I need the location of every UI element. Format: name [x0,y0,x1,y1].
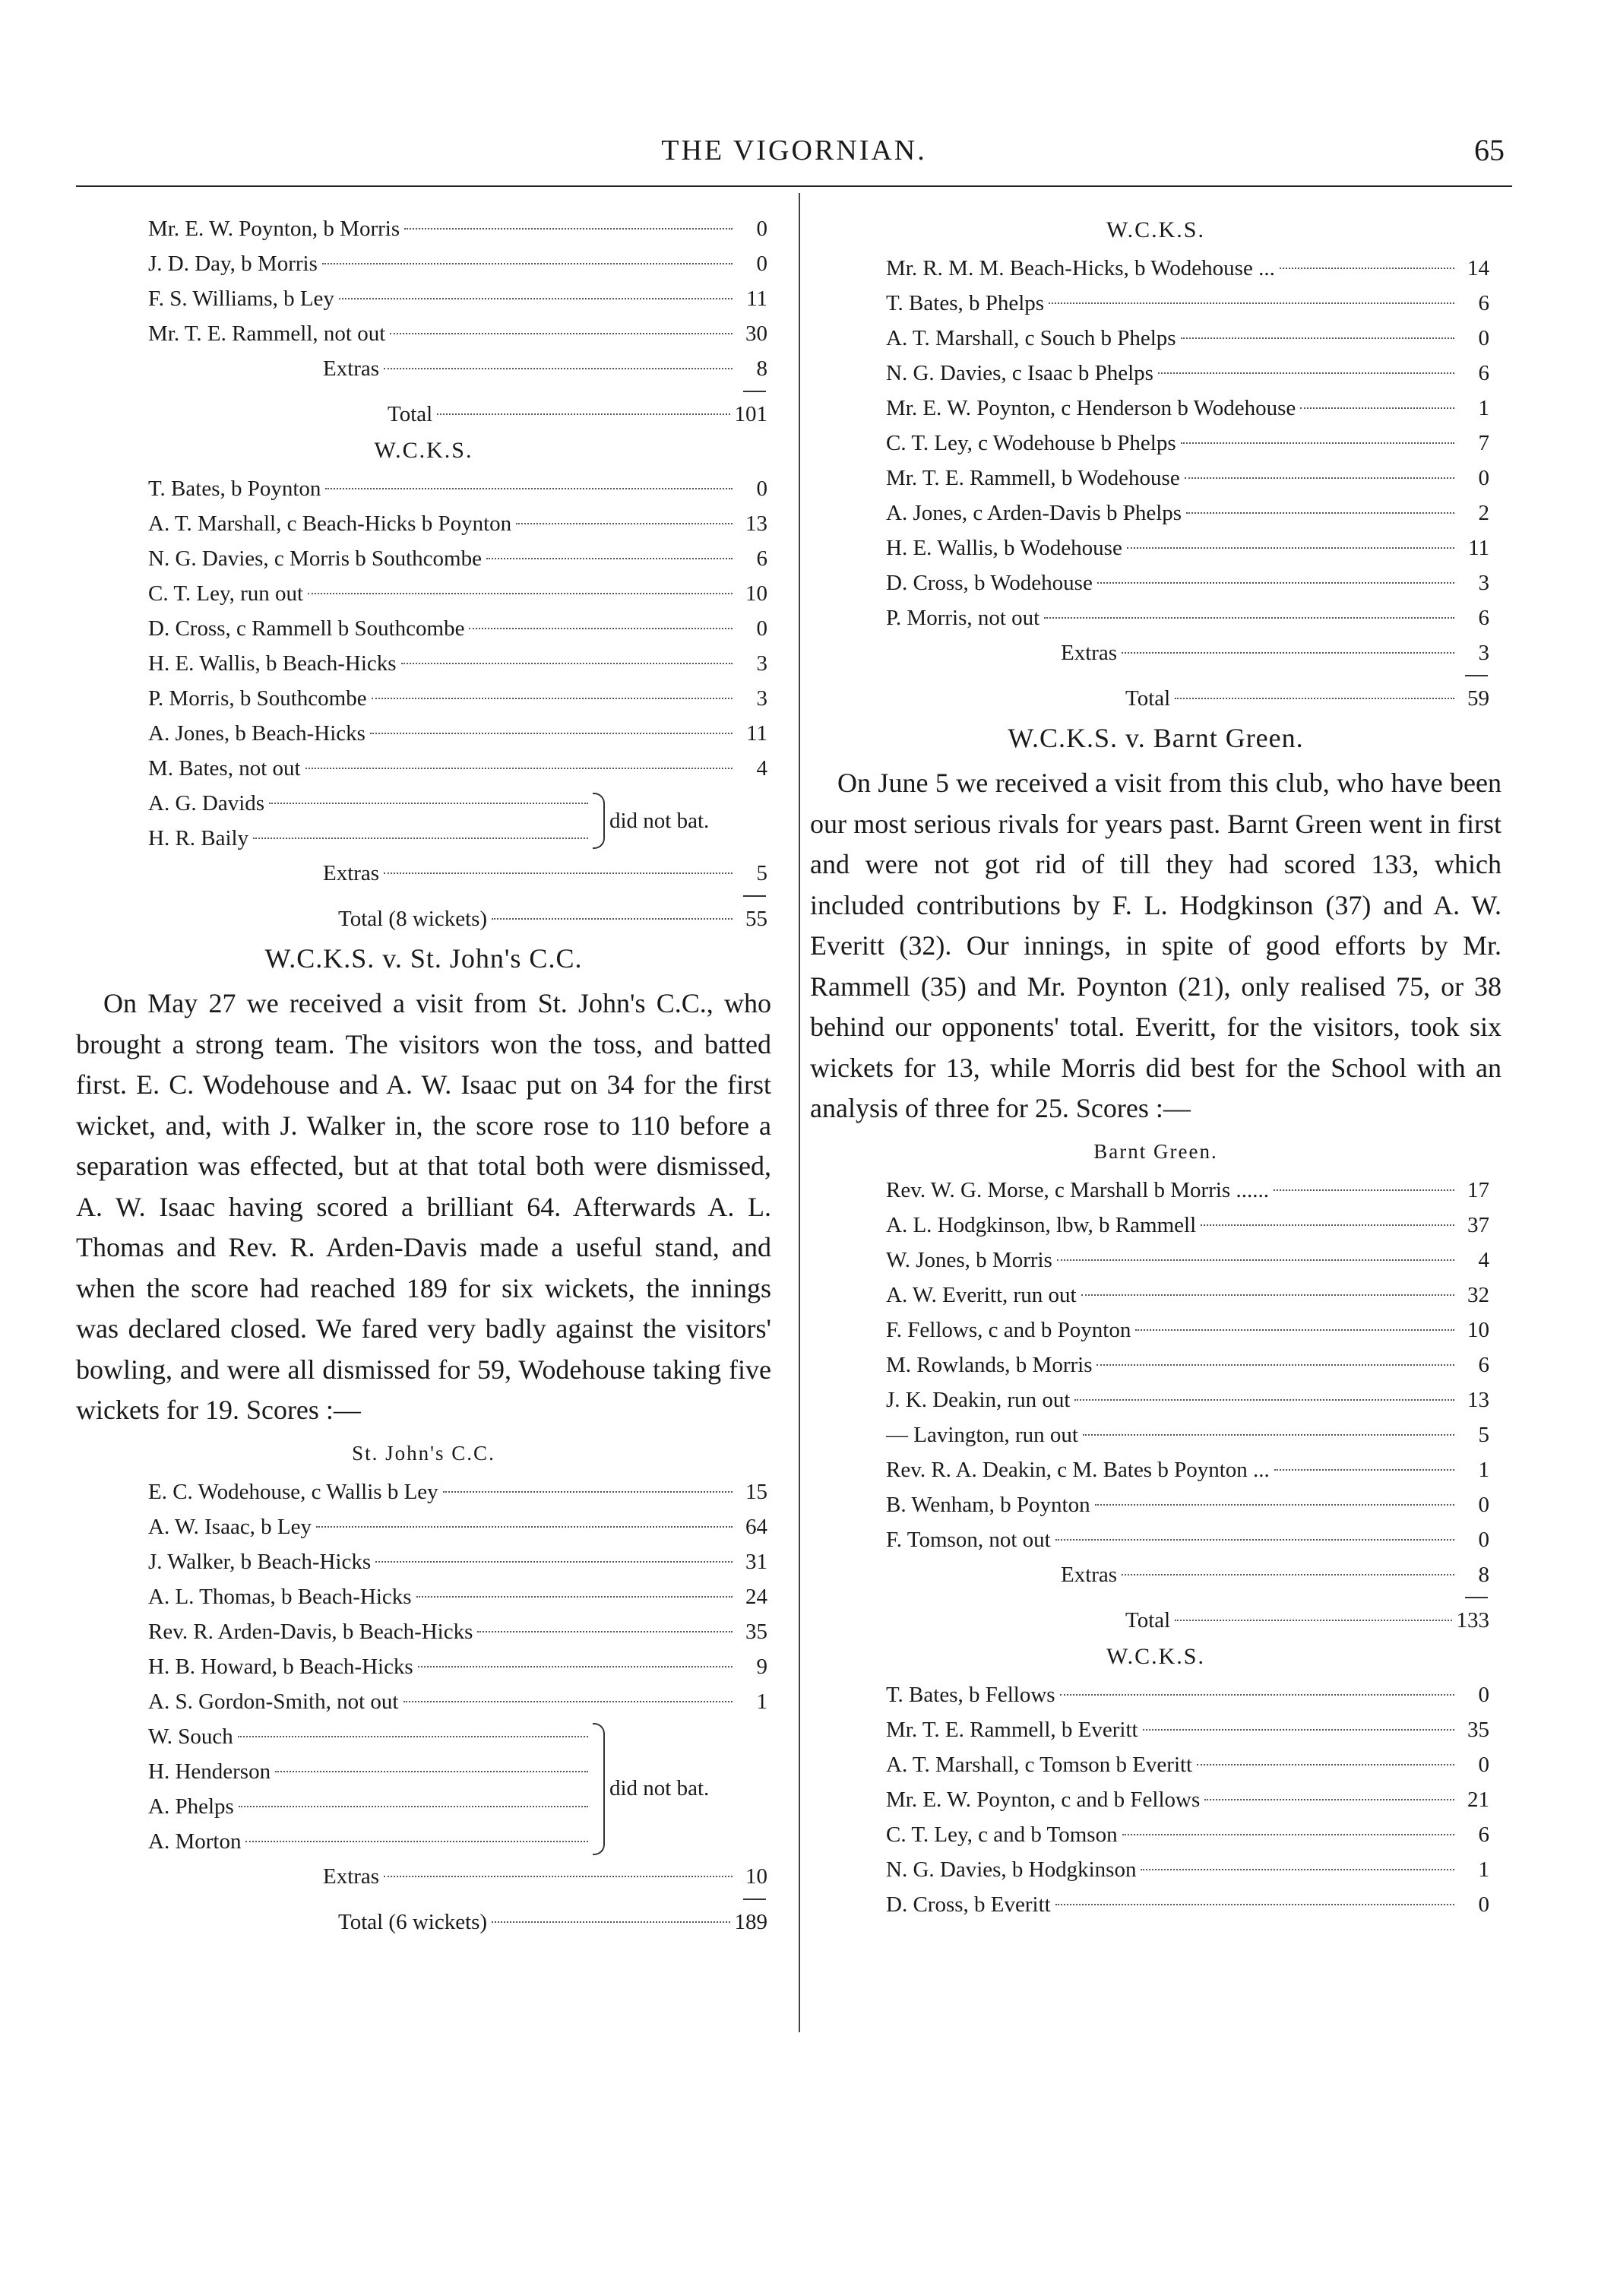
leader-dots [253,838,588,839]
leader-dots [1143,1729,1454,1731]
runs: 3 [756,686,767,711]
team-heading: W.C.K.S. [374,438,473,463]
runs: 0 [1478,1682,1489,1707]
score-row [886,1782,1489,1817]
leader-dots [416,1596,733,1598]
leader-dots [477,1631,733,1633]
batsman-name: F. Fellows, c and b Poynton [886,1317,1131,1342]
leader-dots [308,593,733,594]
scorecard-table [148,471,767,786]
batsman-name: D. Cross, b Wodehouse [886,571,1093,595]
row-label: Total (6 wickets) [338,1909,488,1934]
runs: 0 [756,252,767,276]
row-score: 59 [1467,686,1489,711]
score-row [886,1417,1489,1452]
score-row [886,1173,1489,1208]
team-heading: W.C.K.S. [1106,217,1205,242]
score-row [148,1649,767,1684]
batsman-name: H. E. Wallis, b Wodehouse [886,536,1122,560]
runs: 7 [1478,431,1489,455]
batsman-name: A. S. Gordon-Smith, not out [148,1689,399,1714]
extras-row [886,1557,1489,1592]
leader-dots [1055,1539,1454,1541]
leader-dots [275,1771,588,1772]
did-not-bat-label: did not bat. [609,1776,710,1800]
score-row [886,1747,1489,1782]
leader-dots [1274,1189,1454,1191]
team-heading: Barnt Green. [1093,1139,1218,1163]
batsman-name: J. K. Deakin, run out [886,1387,1071,1412]
runs: 0 [1478,1492,1489,1517]
score-row [886,391,1489,426]
leader-dots [316,1526,733,1528]
leader-dots [1122,652,1454,654]
runs: 13 [745,511,767,536]
runs: 6 [1478,606,1489,630]
runs: 6 [1478,361,1489,385]
did-not-bat [148,1719,767,1859]
scorecard-table [886,1677,1489,1922]
sum-rule [148,891,767,901]
total-row [886,681,1489,716]
score-row [148,1684,767,1719]
leader-dots [384,1876,733,1877]
score-row [148,681,767,716]
leader-dots [403,1701,733,1702]
batsman-name: C. T. Ley, c and b Tomson [886,1822,1118,1847]
score-row [148,716,767,751]
score-row [886,1677,1489,1712]
runs: 0 [1478,326,1489,350]
batsman-name: A. W. Everitt, run out [886,1282,1077,1307]
batsman-name: A. L. Thomas, b Beach-Hicks [148,1584,412,1609]
score-row [886,1243,1489,1278]
score-row [886,600,1489,635]
batsman-name: Mr. T. E. Rammell, not out [148,321,386,346]
leader-dots [1201,1224,1454,1226]
score-row [886,251,1489,286]
leader-dots [418,1666,733,1667]
leader-dots [1186,512,1454,514]
score-row [886,1452,1489,1487]
scorecard-table [148,211,767,351]
did-not-bat-block [148,786,767,936]
match-title: W.C.K.S. v. St. John's C.C. [264,943,583,974]
runs: 37 [1467,1212,1489,1237]
batsman-name: A. L. Hodgkinson, lbw, b Rammell [886,1212,1197,1237]
extras-row [148,1859,767,1894]
leader-dots [1044,617,1454,619]
runs: 0 [756,616,767,641]
row-label: Total [1125,1607,1171,1633]
batsman-name: W. Souch [148,1724,233,1749]
match-report: On May 27 we received a visit from St. John's C.C., who brought a strong team. The visitors won the toss, and batted first. E. C. Wodehouse and A. W. Isaac put on 34 for the first wicket, and, with J. Walker in, the score rose to 110 before a separation was effected, but at that total both were dismissed, A. W. Isaac having scored a brilliant 64. Afterwards A. L. Thomas and Rev. R. Arden-Davis made a useful stand, and when the score had reached 189 for six wickets, the innings was declared closed. We fared very badly against the visitors' bowling, and were all dismissed for 59, Wodehouse taking five wickets for 19. Scores :— [76,988,771,1425]
runs: 15 [745,1479,767,1504]
batsman-name: — Lavington, run out [886,1422,1078,1447]
row-score: 133 [1456,1607,1489,1633]
batsman-name: F. S. Williams, b Ley [148,287,334,311]
score-row [148,541,767,576]
brace [593,793,605,849]
batsman-name: T. Bates, b Fellows [886,1682,1055,1707]
scorecard-table [886,251,1489,635]
row-score: 55 [745,907,767,931]
sum-rule [148,386,767,397]
score-row [886,1887,1489,1922]
runs: 6 [756,546,767,571]
batsman-name: N. G. Davies, b Hodgkinson [886,1857,1137,1882]
left-column [76,211,771,1940]
batsman-name: H. Henderson [148,1759,271,1784]
did-not-bat-row [148,1754,593,1789]
leader-dots [1175,1620,1451,1621]
runs: 10 [745,581,767,606]
did-not-bat-row [148,821,593,856]
leader-dots [239,1806,588,1807]
runs: 14 [1467,256,1489,280]
leader-dots [1204,1799,1454,1800]
did-not-bat-row [148,1789,593,1824]
leader-dots [370,733,733,734]
leader-dots [1280,268,1454,269]
runs: 9 [756,1654,767,1679]
header-rule [76,185,1512,187]
score-row [886,1852,1489,1887]
score-row [148,751,767,786]
runs: 0 [1478,466,1489,490]
batsman-name: C. T. Ley, c Wodehouse b Phelps [886,431,1176,455]
leader-dots [325,488,733,489]
batsman-name: D. Cross, b Everitt [886,1892,1051,1917]
score-row [886,286,1489,321]
batsman-name: A. T. Marshall, c Tomson b Everitt [886,1752,1193,1777]
leader-dots [1057,1259,1454,1261]
leader-dots [305,768,733,769]
score-row [886,1278,1489,1313]
batsman-name: Mr. E. W. Poynton, c Henderson b Wodehouse [886,396,1296,420]
row-score: 10 [745,1864,767,1889]
leader-dots [1060,1694,1454,1696]
batsman-name: M. Rowlands, b Morris [886,1352,1093,1377]
running-title: THE VIGORNIAN. [661,135,927,166]
total-row [886,1603,1489,1638]
did-not-bat-label: did not bat. [609,808,710,833]
did-not-bat [148,786,767,856]
leader-dots [322,263,733,264]
runs: 21 [1467,1787,1489,1812]
leader-dots [339,298,733,299]
leader-dots [1127,547,1454,549]
leader-dots [390,333,733,334]
score-row [148,506,767,541]
batsman-name: W. Jones, b Morris [886,1247,1052,1272]
score-row [148,1474,767,1509]
runs: 6 [1478,1352,1489,1377]
sum-rule [886,670,1489,681]
score-row [148,576,767,611]
score-row [148,646,767,681]
leader-dots [1175,698,1454,699]
batsman-name: M. Bates, not out [148,756,301,781]
match-title: W.C.K.S. v. Barnt Green. [1008,723,1304,753]
score-row [148,611,767,646]
leader-dots [437,413,729,415]
row-score: 101 [734,402,767,426]
runs: 5 [1478,1422,1489,1447]
leader-dots [1122,1834,1454,1835]
batsman-name: Mr. T. E. Rammell, b Wodehouse [886,466,1180,490]
right-column [810,211,1501,1922]
score-row [886,1208,1489,1243]
batsman-name: A. W. Isaac, b Ley [148,1514,312,1539]
leader-dots [486,558,733,559]
total-row [148,1905,767,1940]
batsman-name: Mr. R. M. M. Beach-Hicks, b Wodehouse ... [886,256,1275,280]
leader-dots [1135,1329,1454,1331]
batsman-name: A. G. Davids [148,791,265,815]
runs: 0 [1478,1527,1489,1552]
did-not-bat-row [148,1719,593,1754]
batsman-name: H. R. Baily [148,826,249,850]
score-row [886,565,1489,600]
score-row [148,1509,767,1544]
sum-rule [886,1592,1489,1603]
leader-dots [1274,1469,1454,1471]
score-row [886,1712,1489,1747]
leader-dots [384,368,733,369]
leader-dots [1083,1434,1454,1436]
extras-row [148,856,767,891]
leader-dots [1049,302,1454,304]
leader-dots [1141,1869,1454,1870]
batsman-name: A. T. Marshall, c Beach-Hicks b Poynton [148,511,512,536]
leader-dots [1097,582,1454,584]
batsman-name: H. E. Wallis, b Beach-Hicks [148,651,397,676]
leader-dots [269,803,588,804]
runs: 11 [746,287,767,311]
runs: 11 [746,721,767,746]
row-label: Extras [323,1864,380,1889]
leader-dots [401,663,733,664]
score-row [148,281,767,316]
batsman-name: J. Walker, b Beach-Hicks [148,1549,372,1574]
score-row [148,1579,767,1614]
runs: 6 [1478,1822,1489,1847]
leader-dots [1185,477,1454,479]
score-row [886,1487,1489,1522]
score-row [148,1614,767,1649]
batsman-name: T. Bates, b Poynton [148,477,321,501]
score-row [886,1313,1489,1348]
sum-rule [148,1894,767,1905]
leader-dots [469,628,733,629]
batsman-name: B. Wenham, b Poynton [886,1492,1090,1517]
runs: 1 [1478,396,1489,420]
runs: 11 [1468,536,1489,560]
runs: 17 [1467,1177,1489,1202]
runs: 35 [745,1619,767,1644]
batsman-name: Rev. R. A. Deakin, c M. Bates b Poynton ... [886,1457,1270,1482]
batsman-name: A. Jones, b Beach-Hicks [148,721,365,746]
score-row [886,356,1489,391]
did-not-bat-row [148,1824,593,1859]
leader-dots [1181,442,1454,444]
leader-dots [1096,1364,1454,1366]
runs: 1 [1478,1857,1489,1882]
extras-row [886,635,1489,670]
extras-table [886,1557,1489,1638]
batsman-name: A. Jones, c Arden-Davis b Phelps [886,501,1182,525]
batsman-name: A. T. Marshall, c Souch b Phelps [886,326,1176,350]
leader-dots [372,698,733,699]
runs: 31 [745,1549,767,1574]
extras-table [148,351,767,432]
batsman-name: N. G. Davies, c Morris b Southcombe [148,546,482,571]
leader-dots [1300,407,1454,409]
runs: 13 [1467,1387,1489,1412]
batsman-name: T. Bates, b Phelps [886,291,1045,315]
batsman-name: Mr. E. W. Poynton, b Morris [148,217,400,241]
runs: 4 [756,756,767,781]
score-row [886,426,1489,461]
score-row [886,530,1489,565]
row-label: Total [388,402,433,426]
batsman-name: A. Phelps [148,1794,234,1819]
batsman-name: A. Morton [148,1829,242,1854]
row-score: 3 [1478,641,1489,665]
runs: 0 [756,217,767,241]
column-divider [799,193,800,2032]
row-label: Extras [1061,1562,1118,1587]
score-row [148,1544,767,1579]
team-heading: St. John's C.C. [352,1441,495,1465]
batsman-name: Mr. T. E. Rammell, b Everitt [886,1717,1138,1742]
row-score: 8 [756,356,767,381]
leader-dots [1122,1574,1454,1576]
score-row [886,1348,1489,1382]
leader-dots [492,1921,729,1923]
score-row [886,321,1489,356]
runs: 3 [756,651,767,676]
leader-dots [1055,1904,1454,1905]
row-label: Extras [323,861,380,885]
runs: 64 [745,1514,767,1539]
runs: 10 [1467,1317,1489,1342]
leader-dots [1197,1764,1454,1766]
leader-dots [1095,1504,1454,1506]
leader-dots [516,523,733,524]
running-head [76,131,1512,176]
runs: 30 [745,321,767,346]
score-row [148,471,767,506]
did-not-bat-block [148,1719,767,1940]
scorecard-table [148,1474,767,1719]
runs: 24 [745,1584,767,1609]
runs: 6 [1478,291,1489,315]
batsman-name: Rev. R. Arden-Davis, b Beach-Hicks [148,1619,473,1644]
row-score: 189 [734,1909,767,1934]
leader-dots [238,1736,588,1737]
extras-row [148,351,767,386]
leader-dots [443,1491,733,1493]
batsman-name: P. Morris, not out [886,606,1040,630]
leader-dots [375,1561,733,1563]
batsman-name: P. Morris, b Southcombe [148,686,367,711]
scorecard-table [886,1173,1489,1557]
runs: 0 [756,477,767,501]
row-label: Total (8 wickets) [338,907,488,931]
leader-dots [1158,372,1454,374]
team-heading: W.C.K.S. [1106,1643,1205,1669]
runs: 4 [1478,1247,1489,1272]
total-row [148,901,767,936]
runs: 35 [1467,1717,1489,1742]
score-row [886,1817,1489,1852]
row-label: Extras [1061,641,1118,665]
row-score: 8 [1478,1562,1489,1587]
extras-table [886,635,1489,716]
runs: 32 [1467,1282,1489,1307]
batsman-name: D. Cross, c Rammell b Southcombe [148,616,465,641]
score-row [148,316,767,351]
match-report: On June 5 we received a visit from this club, who have been our most serious rivals for years past. Barnt Green went in first and were not got rid of till they had scored 133, which included contributions by F. L. Hodgkinson (37) and A. W. Everitt (32). Our innings, in spite of good efforts by Mr. Rammell (35) and Mr. Poynton (21), only realised 75, or 38 behind our opponents' total. Everitt, for the visitors, took six wickets for 13, while Morris did best for the School with an analysis of three for 25. Scores :— [810,768,1501,1123]
score-row [886,1522,1489,1557]
leader-dots [245,1841,588,1842]
runs: 1 [1478,1457,1489,1482]
score-row [148,211,767,246]
batsman-name: Rev. W. G. Morse, c Marshall b Morris ...... [886,1177,1269,1202]
leader-dots [384,872,733,874]
runs: 3 [1478,571,1489,595]
leader-dots [1074,1399,1454,1401]
total-row [148,397,767,432]
batsman-name: N. G. Davies, c Isaac b Phelps [886,361,1153,385]
leader-dots [404,228,733,230]
runs: 0 [1478,1752,1489,1777]
row-label: Extras [323,356,380,381]
batsman-name: J. D. Day, b Morris [148,252,318,276]
brace [593,1723,605,1855]
batsman-name: C. T. Ley, run out [148,581,304,606]
page-number: 65 [1474,133,1505,167]
score-row [148,246,767,281]
runs: 0 [1478,1892,1489,1917]
batsman-name: F. Tomson, not out [886,1527,1051,1552]
row-score: 5 [756,861,767,885]
row-label: Total [1125,686,1171,711]
runs: 2 [1478,501,1489,525]
did-not-bat-row [148,786,593,821]
score-row [886,461,1489,496]
leader-dots [1181,337,1454,339]
score-row [886,1382,1489,1417]
score-row [886,496,1489,530]
runs: 1 [756,1689,767,1714]
leader-dots [492,918,733,920]
batsman-name: Mr. E. W. Poynton, c and b Fellows [886,1787,1201,1812]
batsman-name: H. B. Howard, b Beach-Hicks [148,1654,413,1679]
batsman-name: E. C. Wodehouse, c Wallis b Ley [148,1479,438,1504]
leader-dots [1081,1294,1454,1296]
